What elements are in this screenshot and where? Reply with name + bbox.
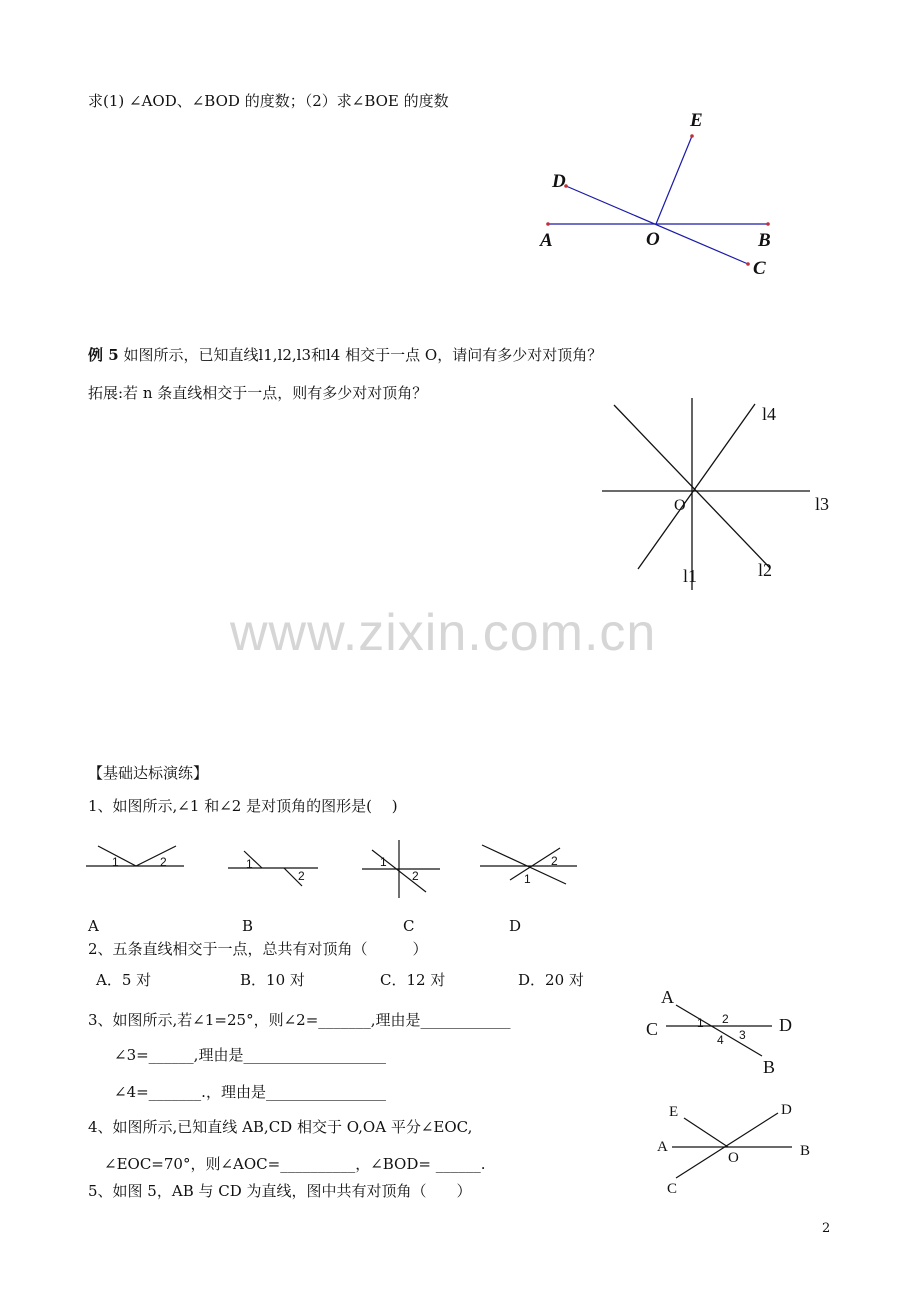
point-a-label: A: [540, 230, 553, 251]
example-5-extension: 拓展:若 n 条直线相交于一点，则有多少对对顶角？: [88, 384, 428, 402]
question-4-line-2: ∠EOC=70°，则∠AOC=__________，∠BOD= ______.: [104, 1155, 486, 1173]
example-5-label: 例 5: [88, 346, 119, 364]
fig3-angle-1: 1: [697, 1016, 704, 1030]
point-o-label: O: [646, 229, 660, 250]
fig4-point-d: D: [781, 1102, 792, 1118]
question-2: 2、五条直线相交于一点，总共有对顶角（ ）: [88, 940, 428, 958]
option-c: C: [403, 917, 415, 935]
question-1: 1、如图所示,∠1 和∠2 是对顶角的图形是( ): [88, 797, 398, 815]
point-e-label: E: [690, 110, 703, 131]
line-l3-label: l3: [815, 494, 830, 514]
point-o-label-2: O: [674, 497, 686, 514]
fig4-point-o: O: [728, 1150, 739, 1166]
fig3-point-d: D: [779, 1015, 792, 1035]
fig3-point-c: C: [646, 1019, 659, 1039]
point-c-label: C: [753, 258, 766, 279]
fig3-angle-2: 2: [722, 1012, 729, 1026]
q2-option-b: B．10 对: [240, 971, 305, 989]
fig4-point-e: E: [669, 1104, 679, 1120]
question-3-line-1: 3、如图所示,若∠1=25°，则∠2=_______,理由是____________: [88, 1011, 511, 1029]
fig-b-angle-1: 1: [246, 857, 253, 871]
section-heading: 【基础达标演练】: [88, 764, 209, 782]
point-b-label: B: [758, 230, 771, 251]
fig4-point-c: C: [667, 1181, 678, 1197]
option-a: A: [88, 917, 99, 935]
fig4-point-a: A: [657, 1139, 668, 1155]
fig4-point-b: B: [800, 1143, 811, 1159]
question-3-line-3: ∠4=_______.，理由是________________: [114, 1083, 386, 1101]
line-l1-label: l1: [683, 566, 698, 586]
fig-a-angle-1: 1: [112, 855, 119, 869]
question-4-line-1: 4、如图所示,已知直线 AB,CD 相交于 O,OA 平分∠EOC,: [88, 1118, 473, 1136]
fig3-point-b: B: [763, 1057, 776, 1077]
fig-d-angle-2: 2: [551, 854, 558, 868]
question-5: 5、如图 5，AB 与 CD 为直线，图中共有对顶角（ ）: [88, 1182, 472, 1200]
example-5-text: 如图所示，已知直线l1,l2,l3和l4 相交于一点 O，请问有多少对对顶角？: [123, 346, 603, 364]
q2-option-c: C．12 对: [380, 971, 446, 989]
fig-a-angle-2: 2: [160, 855, 167, 869]
question-3-line-2: ∠3=______,理由是___________________: [114, 1046, 386, 1064]
fig3-angle-4: 4: [717, 1033, 724, 1047]
line-l4-label: l4: [762, 404, 777, 424]
q2-option-a: A．5 对: [96, 971, 152, 989]
question-angles: 求(1) ∠AOD、∠BOD 的度数；（2）求∠BOE 的度数: [88, 92, 449, 110]
line-l2-label: l2: [758, 560, 773, 580]
fig-c-angle-2: 2: [412, 869, 419, 883]
option-d: D: [509, 917, 522, 935]
q2-option-d: D．20 对: [518, 971, 584, 989]
watermark: www.zixin.com.cn: [230, 604, 657, 662]
point-d-label: D: [552, 171, 566, 192]
fig3-angle-3: 3: [739, 1028, 746, 1042]
fig-c-angle-1: 1: [380, 855, 387, 869]
option-b: B: [242, 917, 254, 935]
fig-b-angle-2: 2: [298, 869, 305, 883]
fig3-point-a: A: [661, 987, 674, 1007]
page-number: 2: [822, 1221, 831, 1236]
fig-d-angle-1: 1: [524, 872, 531, 886]
